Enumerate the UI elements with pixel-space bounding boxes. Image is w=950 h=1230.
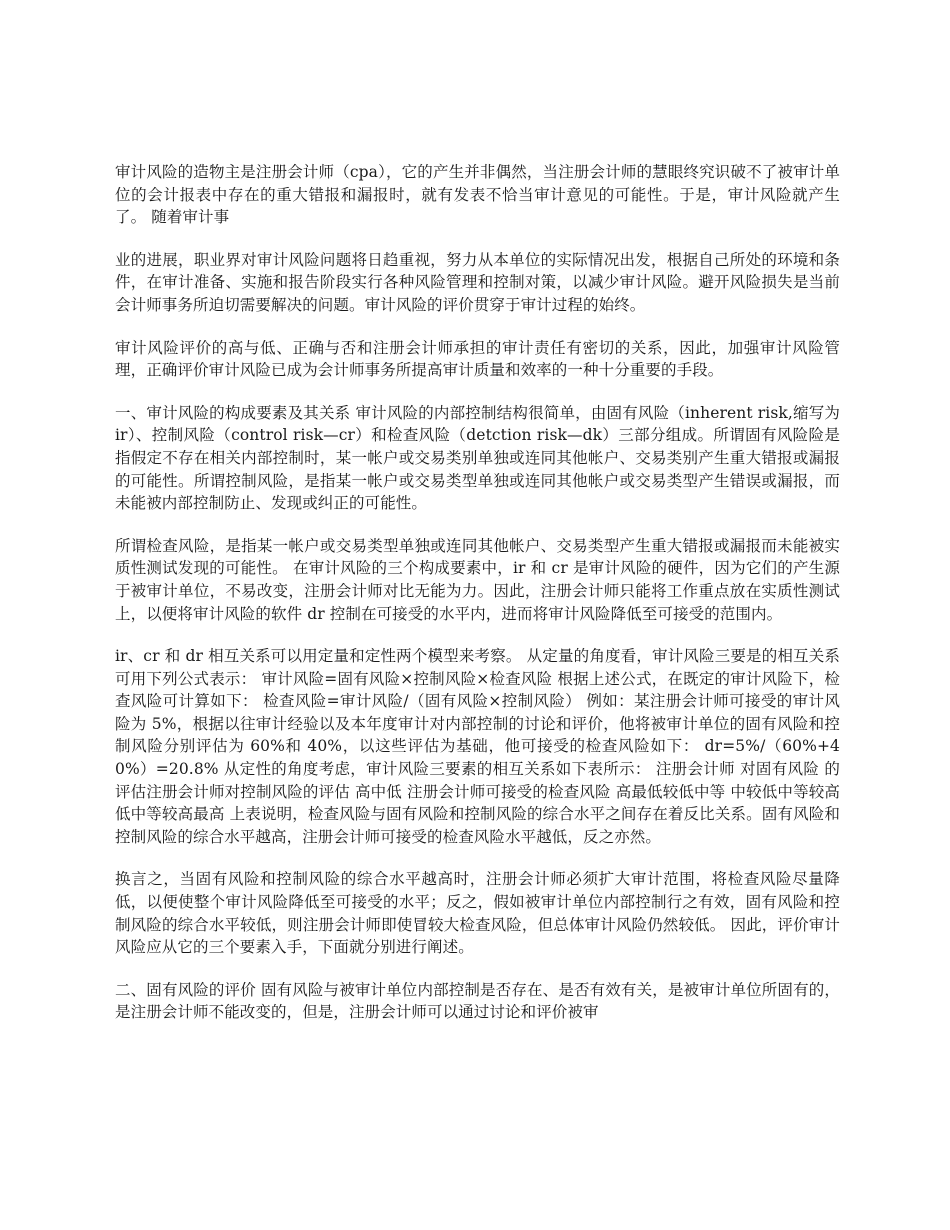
paragraph-2: 业的进展，职业界对审计风险问题将日趋重视，努力从本单位的实际情况出发，根据自己所处的环境和条件，在审计准备、实施和报告阶段实行各种风险管理和控制对策，以减少审计风险。避开风险损失是当前会计师事务所迫切需要解决的问题。审计风险的评价贯穿于审计过程的始终。 [115,250,840,314]
paragraph-6: ir、cr 和 dr 相互关系可以用定量和定性两个模型来考察。 从定量的角度看，审计风险三要是的相互关系可用下列公式表示： 审计风险=固有风险×控制风险×检查风险 根据上述公式，在既定的审计风险下，检查风险可计算如下： 检查风险=审计风险/（固有风险×控制风险） 例如：某注册会计师可接受的审计风险为 5%，根据以往审计经验以及本年度审计对内部控制的讨论和评价，他将被审计单位的固有风险和控制风险分别评估为 60%和 40%，以这些评估为基础，他可接受的检查风险如下： dr=5%/（60%+40%）=20.8% 从定性的角度考虑，审计风险三要素的相互关系如下表所示： 注册会计师 对固有风险 的评估注册会计师对控制风险的评估 高中低 注册会计师可接受的检查风险 高最低较低中等 中较低中等较高 低中等较高最高 上表说明，检查风险与固有风险和控制风险的综合水平之间存在着反比关系。固有风险和控制风险的综合水平越高，注册会计师可接受的检查风险水平越低，反之亦然。 [115,647,840,846]
paragraph-5: 所谓检查风险，是指某一帐户或交易类型单独或连同其他帐户、交易类型产生重大错报或漏报而未能被实质性测试发现的可能性。 在审计风险的三个构成要素中，ir 和 cr 是审计风险的硬件，因为它们的产生源于被审计单位，不易改变，注册会计师对比无能为力。因此，注册会计师只能将工作重点放在实质性测试上，以便将审计风险的软件 dr 控制在可接受的水平内，进而将审计风险降低至可接受的范围内。 [115,536,840,623]
paragraph-7: 换言之，当固有风险和控制风险的综合水平越高时，注册会计师必须扩大审计范围，将检查风险尽量降低，以便使整个审计风险降低至可接受的水平；反之，假如被审计单位内部控制行之有效，固有风险和控制风险的综合水平较低，则注册会计师即使冒较大检查风险，但总体审计风险仍然较低。 因此，评价审计风险应从它的三个要素入手，下面就分别进行阐述。 [115,870,840,957]
paragraph-3: 审计风险评价的高与低、正确与否和注册会计师承担的审计责任有密切的关系，因此，加强审计风险管理，正确评价审计风险已成为会计师事务所提高审计质量和效率的一种十分重要的手段。 [115,338,840,380]
paragraph-1: 审计风险的造物主是注册会计师（cpa），它的产生并非偶然，当注册会计师的慧眼终究识破不了被审计单位的会计报表中存在的重大错报和漏报时，就有发表不恰当审计意见的可能性。于是，审计风险就产生了。 随着审计事 [115,163,840,227]
paragraph-8: 二、固有风险的评价 固有风险与被审计单位内部控制是否存在、是否有效有关，是被审计单位所固有的，是注册会计师不能改变的，但是，注册会计师可以通过讨论和评价被审 [115,980,840,1022]
document-body [115,161,840,1044]
paragraph-4: 一、审计风险的构成要素及其关系 审计风险的内部控制结构很简单，由固有风险（inherent risk,缩写为 ir）、控制风险（control risk—cr）和检查风险（detction risk—dk）三部分组成。所谓固有风险险是指假定不存在相关内部控制时，某一帐户或交易类别单独或连同其他帐户、交易类别产生重大错报或漏报的可能性。所谓控制风险，是指某一帐户或交易类型单独或连同其他帐户或交易类型产生错误或漏报，而未能被内部控制防止、发现或纠正的可能性。 [115,403,840,513]
